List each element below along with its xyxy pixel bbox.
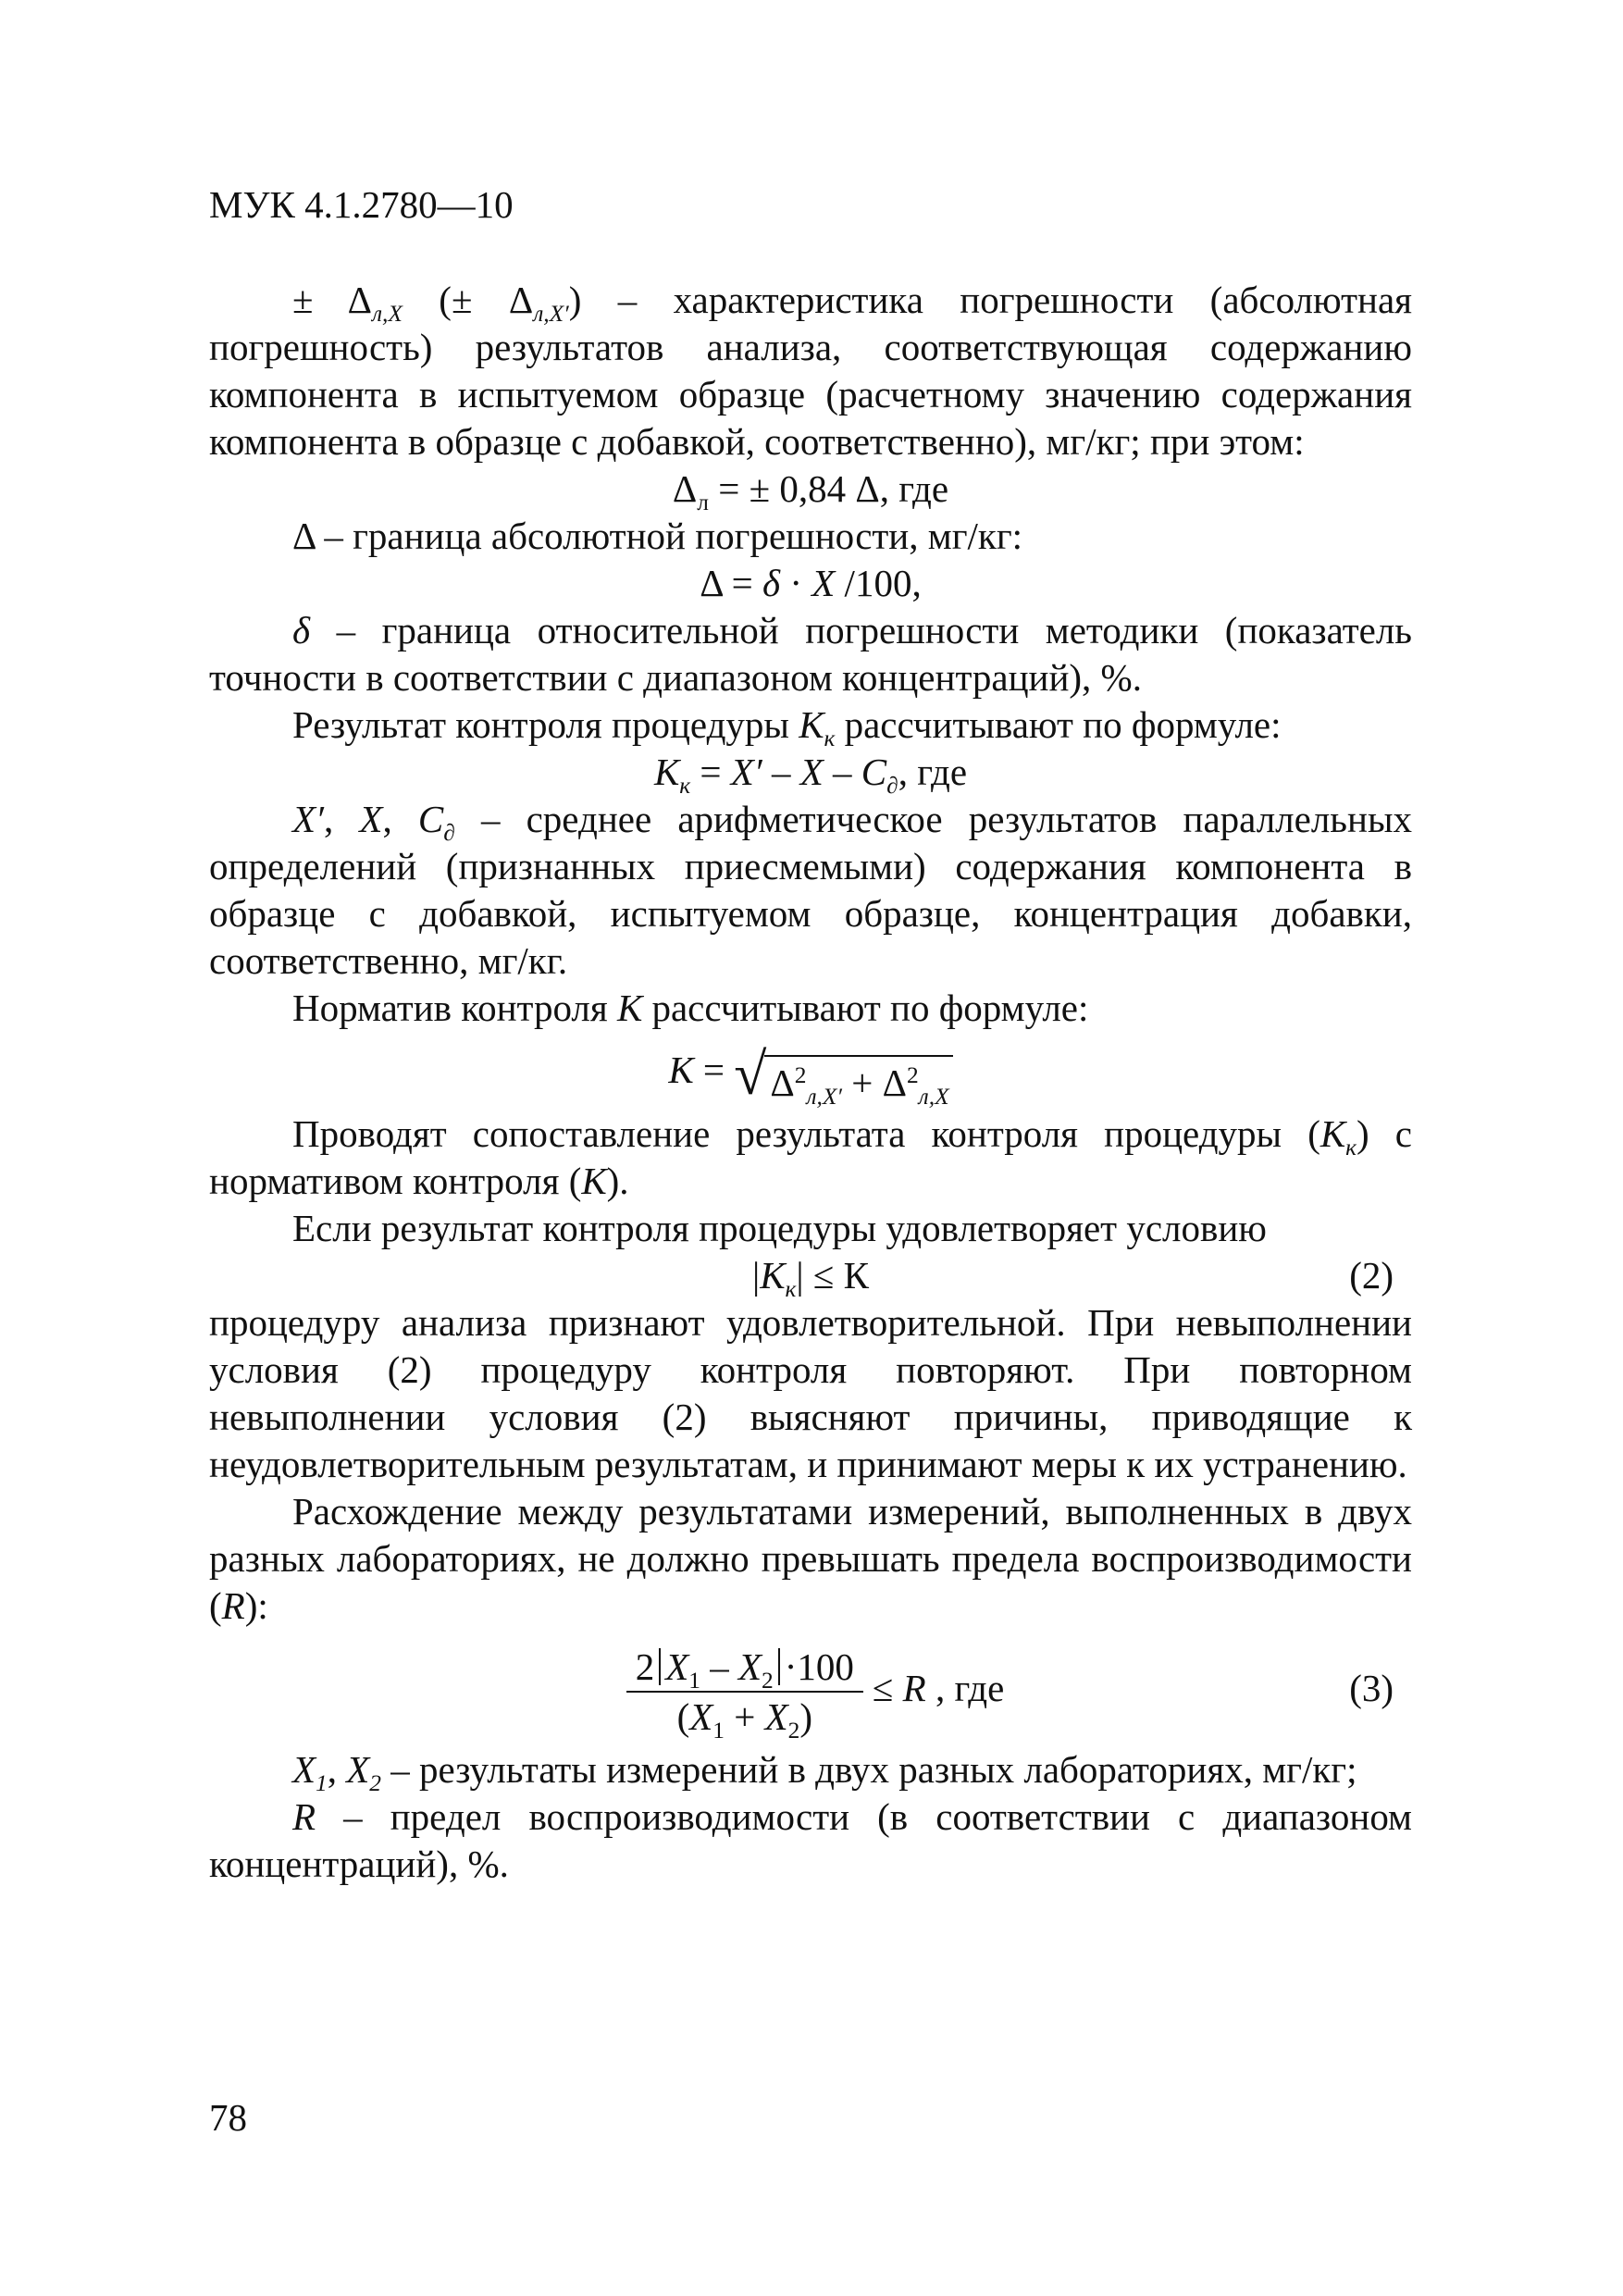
square-root [734, 1040, 952, 1110]
paragraph-control-result [209, 701, 1412, 749]
formula-text: + [841, 1061, 883, 1104]
text-run: Результат контроля процедуры [292, 703, 799, 746]
text-run: – среднее арифметическое результатов параллельных определений (признанных приесмемыми) содержания компонента в образце с добавкой, испытуемом образце, концентрация добавки, соответственно, мг/кг. [209, 798, 1412, 982]
formula-text: · [780, 562, 812, 604]
formula-reproducibility-3 [209, 1637, 1412, 1744]
symbol-x: X [292, 1747, 316, 1791]
symbol-delta: Δ [347, 279, 372, 321]
subscript: к [679, 772, 691, 799]
radical-sign: √ [734, 1040, 767, 1107]
formula-text: , где [898, 751, 968, 793]
formula-text: – [700, 1645, 738, 1689]
formula-text: /100, [835, 562, 922, 604]
text-run: рассчитывают по формуле: [642, 987, 1089, 1029]
abs-bar-right [778, 1648, 780, 1685]
formula-text: ( [676, 1695, 690, 1739]
text-run: ± [292, 279, 348, 321]
subscript: л,X′ [806, 1083, 842, 1110]
symbol-x: X [799, 751, 824, 793]
formula-condition-2 [209, 1252, 1412, 1302]
symbol-x: X [689, 1695, 713, 1739]
fraction-denominator [668, 1693, 822, 1744]
text-run: (± [402, 279, 509, 321]
formula-text: ≤ [872, 1666, 903, 1709]
symbol-k: К [616, 987, 643, 1029]
subscript: к [824, 725, 836, 751]
symbol-delta-small: δ [762, 562, 781, 604]
subscript: л,X′ [533, 300, 569, 327]
superscript: 2 [906, 1061, 919, 1088]
paragraph-error-characteristic [209, 277, 1412, 465]
symbol-r: R [902, 1666, 926, 1709]
symbol-r: R [221, 1583, 245, 1627]
paragraph-reproducibility [209, 1488, 1412, 1630]
formula-text: 2 [635, 1645, 655, 1689]
symbol-k: К [668, 1049, 694, 1091]
subscript: 2 [762, 1668, 774, 1694]
radicand [764, 1055, 952, 1110]
symbol-x-prime: X′ [730, 751, 762, 793]
paragraph-comparison [209, 1111, 1412, 1205]
symbol-delta: Δ [770, 1061, 795, 1104]
formula-text: – [762, 751, 800, 793]
formula-text: , где [925, 1666, 1005, 1709]
formula-delta-l [209, 465, 1412, 513]
subscript: 2 [787, 1718, 800, 1744]
text-run: ). [606, 1159, 629, 1202]
formula-text: Δ = [700, 562, 763, 604]
text-run: Расхождение между результатами измерений, выполненных в двух разных лабораториях, не должно превышать предела воспроизводимости ( [209, 1489, 1412, 1627]
page-body [209, 277, 1412, 1888]
subscript: 1 [712, 1718, 725, 1744]
symbol-r: R [292, 1794, 316, 1838]
formula-delta [209, 560, 1412, 607]
symbol-k: К [760, 1253, 786, 1297]
page-number: 78 [209, 2096, 247, 2139]
fraction [626, 1644, 863, 1744]
symbol-x: X [665, 1645, 689, 1689]
superscript: 2 [794, 1061, 807, 1088]
running-header: МУК 4.1.2780—10 [209, 183, 514, 226]
subscript: 1 [316, 1769, 328, 1796]
symbol-x: X [764, 1695, 788, 1739]
formula-text: = [693, 1049, 735, 1091]
paragraph-control-norm [209, 985, 1412, 1032]
paragraph-rel-error [209, 607, 1412, 701]
formula-text: | ≤ К [796, 1253, 869, 1297]
symbol-x: X [812, 562, 836, 604]
abs-bar-left [659, 1648, 661, 1685]
text-run: – предел воспроизводимости (в соответствии с диапазоном концентраций), %. [209, 1794, 1412, 1885]
symbol-x-prime: X′ [292, 798, 325, 840]
text-run: – граница относительной погрешности методики (показатель точности в соответствии с диапазоном концентраций), %. [209, 609, 1412, 699]
formula-k-sqrt [209, 1039, 1412, 1110]
symbol-delta-small: δ [292, 609, 311, 652]
symbol-delta: Δ [672, 467, 698, 510]
paragraph-abs-error: Δ – граница абсолютной погрешности, мг/кг: [292, 515, 1023, 557]
text-run: – результаты измерений в двух разных лабораториях, мг/кг; [381, 1747, 1357, 1791]
fraction-numerator [626, 1644, 863, 1693]
formula-text: ·100 [784, 1645, 854, 1689]
paragraph-r-definition [209, 1793, 1412, 1888]
text-run: ) – характеристика погрешности (абсолютная погрешность) результатов анализа, соответствующая содержанию компонента в испытуемом образце (расчетному значению содержания компонента в образце с добавкой, соответственно), мг/кг; при этом: [209, 279, 1412, 463]
symbol-k: К [653, 751, 680, 793]
formula-text: – [823, 751, 861, 793]
equation-number: (3) [1349, 1666, 1394, 1709]
formula-text: + [724, 1695, 765, 1739]
symbol-x: X [737, 1645, 762, 1689]
text-run: Норматив контроля [292, 987, 617, 1029]
symbol-x: X [359, 798, 383, 840]
subscript: 1 [688, 1668, 700, 1694]
text-run: , [327, 1747, 347, 1791]
text-run: Проводят сопоставление результата контроля процедуры ( [292, 1111, 1320, 1155]
symbol-c: C [417, 798, 444, 840]
text-run: , [382, 798, 418, 840]
subscript: к [1345, 1134, 1357, 1160]
symbol-k: К [799, 703, 824, 746]
subscript: ∂ [443, 819, 455, 846]
symbol-k: К [1319, 1111, 1346, 1155]
text-run: ): [244, 1583, 268, 1627]
symbol-k: К [581, 1159, 607, 1202]
subscript: л [697, 489, 709, 515]
formula-text: = ± 0,84 Δ, где [708, 467, 949, 510]
symbol-c: C [861, 751, 887, 793]
text-run: , [324, 798, 360, 840]
formula-text: = [690, 751, 731, 793]
symbol-x: X [346, 1747, 370, 1791]
paragraph-variables [209, 796, 1412, 985]
paragraph-procedure: процедуру анализа признают удовлетворительной. При невыполнении условия (2) процедуру контроля повторяют. При повторном невыполнении условия (2) выясняют причины, приводящие к неудовлетворительным результатам, и принимают меры к их устранению. [209, 1300, 1412, 1485]
subscript: к [785, 1275, 797, 1302]
symbol-delta: Δ [882, 1061, 907, 1104]
paragraph-x1-x2 [209, 1746, 1412, 1796]
formula-kk [209, 749, 1412, 799]
equation-number: (2) [1349, 1253, 1394, 1297]
symbol-delta: Δ [508, 279, 534, 321]
text-run: рассчитывают по формуле: [835, 703, 1282, 746]
formula-text: ) [799, 1695, 813, 1739]
formula-text: | [752, 1253, 761, 1297]
subscript: 2 [369, 1769, 381, 1796]
subscript: л,X [371, 300, 403, 327]
subscript: ∂ [886, 772, 898, 799]
paragraph-condition-intro: Если результат контроля процедуры удовлетворяет условию [292, 1206, 1267, 1249]
subscript: л,X [918, 1083, 949, 1110]
text-run: ) с нормативом контроля ( [209, 1111, 1412, 1202]
